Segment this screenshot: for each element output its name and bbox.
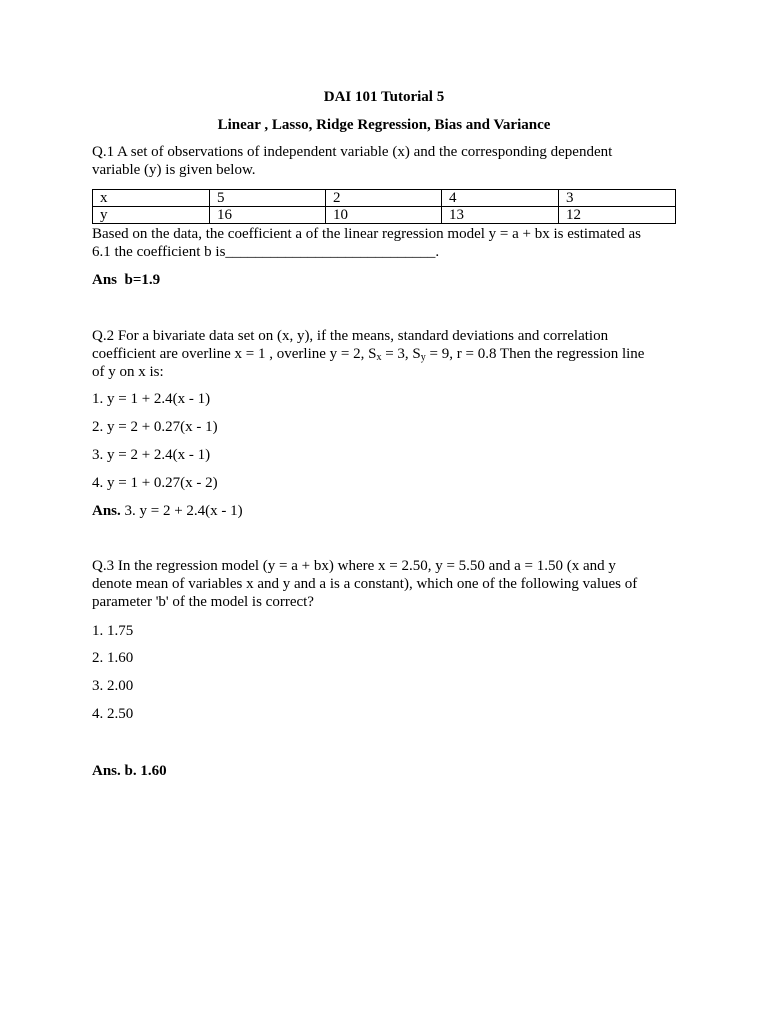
q1-text-line2: variable (y) is given below. bbox=[92, 162, 256, 178]
table-cell: 12 bbox=[559, 207, 676, 224]
sx-subscript: x bbox=[376, 352, 382, 363]
q2-text-line3: of y on x is: bbox=[92, 364, 164, 380]
page-subtitle: Linear , Lasso, Ridge Regression, Bias and Variance bbox=[217, 117, 551, 133]
page-title: DAI 101 Tutorial 5 bbox=[323, 89, 445, 105]
table-cell: 13 bbox=[442, 207, 559, 224]
answer-value: 3. y = 2 + 2.4(x - 1) bbox=[120, 503, 243, 519]
table-cell: x bbox=[93, 190, 210, 207]
q3-answer: Ans. b. 1.60 bbox=[92, 763, 167, 779]
q3-option-4: 4. 2.50 bbox=[92, 706, 134, 722]
table-cell: 10 bbox=[326, 207, 442, 224]
table-cell: y bbox=[93, 207, 210, 224]
q3-option-3: 3. 2.00 bbox=[92, 678, 134, 694]
table-cell: 4 bbox=[442, 190, 559, 207]
table-row-y bbox=[93, 207, 676, 224]
q3-text-line2: denote mean of variables x and y and a is a constant), which one of the following values of bbox=[92, 576, 638, 592]
q2-text-line1: Q.2 For a bivariate data set on (x, y), if the means, standard deviations and correlation bbox=[92, 328, 609, 344]
q3-text-line3: parameter 'b' of the model is correct? bbox=[92, 594, 314, 610]
table-cell: 16 bbox=[210, 207, 326, 224]
answer-label: Ans. bbox=[92, 503, 121, 519]
q2-line2-part-a: coefficient are overline x = 1 , overline y = 2, S bbox=[92, 346, 377, 362]
table-row-x bbox=[93, 190, 676, 207]
q2-text-line2 bbox=[92, 345, 644, 363]
table-cell: 2 bbox=[326, 190, 442, 207]
table-cell: 3 bbox=[559, 190, 676, 207]
answer-value: b=1.9 bbox=[124, 272, 161, 288]
q2-line2-part-b: = 3, S bbox=[381, 346, 421, 362]
q2-option-3: 3. y = 2 + 2.4(x - 1) bbox=[92, 447, 211, 463]
q1-answer bbox=[92, 271, 160, 289]
q2-option-2: 2. y = 2 + 0.27(x - 1) bbox=[92, 419, 218, 435]
q1-after-line1: Based on the data, the coefficient a of the linear regression model y = a + bx is estimated as bbox=[92, 226, 641, 242]
q3-option-2: 2. 1.60 bbox=[92, 650, 134, 666]
q1-text-line1: Q.1 A set of observations of independent variable (x) and the corresponding dependent bbox=[92, 144, 613, 160]
q2-line2-part-c: = 9, r = 0.8 Then the regression line bbox=[425, 346, 645, 362]
sy-subscript: y bbox=[420, 352, 426, 363]
answer-label: Ans bbox=[92, 272, 118, 288]
q1-after-line2: 6.1 the coefficient b is____________________________. bbox=[92, 244, 440, 260]
q3-text-line1: Q.3 In the regression model (y = a + bx) where x = 2.50, y = 5.50 and a = 1.50 (x and y bbox=[92, 558, 616, 574]
q1-data-table bbox=[92, 189, 676, 224]
q2-option-4: 4. y = 1 + 0.27(x - 2) bbox=[92, 475, 218, 491]
table-cell: 5 bbox=[210, 190, 326, 207]
q2-option-1: 1. y = 1 + 2.4(x - 1) bbox=[92, 391, 211, 407]
q3-option-1: 1. 1.75 bbox=[92, 623, 134, 639]
q2-answer bbox=[92, 502, 243, 520]
